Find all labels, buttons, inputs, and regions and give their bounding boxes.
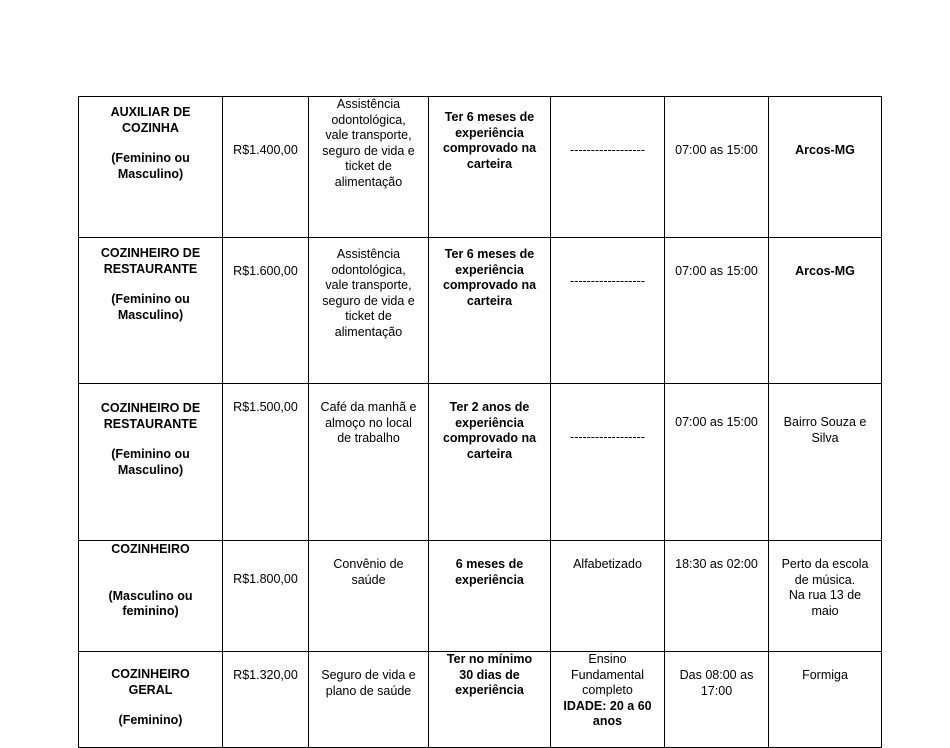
schedule-line: 07:00 as 15:00 — [675, 264, 758, 278]
job-title: RESTAURANTE — [103, 261, 198, 276]
requirement-line: Ter no mínimo — [446, 652, 533, 666]
benefit-line: vale transporte, — [325, 128, 412, 142]
location-line: Formiga — [802, 668, 848, 682]
benefit-line: ticket de — [345, 309, 392, 323]
benefits-cell — [309, 384, 429, 541]
benefit-line: almoço no local — [325, 415, 412, 430]
requirement-line: carteira — [466, 156, 513, 171]
salary-cell — [223, 384, 309, 541]
requirement-line: comprovado na — [442, 431, 537, 445]
salary-cell — [223, 97, 309, 238]
job-title: COZINHA — [122, 120, 179, 135]
salary-cell — [223, 541, 309, 652]
benefits-cell — [309, 238, 429, 384]
spacer — [83, 558, 218, 589]
schedule-line: 07:00 as 15:00 — [675, 415, 758, 429]
table-row — [79, 238, 882, 384]
job-title-cell — [79, 541, 223, 652]
location-line: Arcos-MG — [795, 143, 855, 157]
location-cell — [769, 541, 882, 652]
table-row — [79, 541, 882, 652]
table-row — [79, 384, 882, 541]
location-line: Bairro Souza e — [783, 415, 867, 429]
requirement-line: experiência — [455, 415, 524, 430]
location-cell — [769, 652, 882, 748]
education-cell — [551, 238, 665, 384]
benefits-cell — [309, 97, 429, 238]
education-line: Ensino — [588, 652, 627, 666]
age-requirement: IDADE: 20 a 60 — [563, 698, 652, 713]
location-cell — [769, 97, 882, 238]
requirement-line: carteira — [466, 446, 513, 461]
job-title: COZINHEIRO DE — [100, 246, 201, 260]
requirement-line: experiência — [455, 262, 524, 277]
gender-requirement: Masculino) — [117, 307, 184, 322]
benefit-line: Assistência — [336, 247, 401, 261]
location-line: de música. — [794, 572, 856, 587]
job-title-cell — [79, 238, 223, 384]
table-row — [79, 652, 882, 748]
requirements-cell — [429, 384, 551, 541]
requirement-line: comprovado na — [442, 278, 537, 292]
benefit-line: seguro de vida e — [322, 293, 415, 308]
schedule-line: Das 08:00 as — [679, 668, 754, 682]
location-line: Silva — [811, 430, 839, 445]
location-line: Arcos-MG — [795, 264, 855, 278]
benefit-line: odontológica, — [331, 262, 406, 277]
benefits-cell — [309, 652, 429, 748]
age-requirement: anos — [592, 714, 623, 728]
schedule-cell — [665, 652, 769, 748]
requirement-line: 6 meses de — [455, 557, 524, 571]
gender-requirement: Masculino) — [117, 462, 184, 477]
schedule-cell — [665, 238, 769, 384]
requirements-cell — [429, 652, 551, 748]
job-title: AUXILIAR DE — [110, 105, 191, 119]
job-title: COZINHEIRO — [111, 667, 190, 681]
salary-cell — [223, 238, 309, 384]
job-listings-table — [78, 96, 882, 748]
requirement-line: experiência — [455, 572, 524, 587]
benefit-line: Seguro de vida e — [321, 668, 416, 682]
benefit-line: vale transporte, — [325, 278, 412, 292]
benefit-line: alimentação — [334, 324, 403, 339]
gender-requirement: feminino) — [122, 604, 179, 618]
job-title: GERAL — [128, 682, 173, 697]
job-title-cell — [79, 384, 223, 541]
requirement-line: 30 dias de — [459, 667, 520, 682]
benefit-line: alimentação — [334, 174, 403, 189]
schedule-cell — [665, 97, 769, 238]
salary: R$1.400,00 — [233, 143, 298, 157]
education-cell — [551, 541, 665, 652]
requirement-line: experiência — [455, 683, 524, 697]
benefit-line: odontológica, — [331, 112, 406, 127]
location-cell — [769, 384, 882, 541]
benefit-line: ticket de — [345, 159, 392, 173]
education-line: Alfabetizado — [573, 557, 642, 571]
salary: R$1.600,00 — [233, 264, 298, 278]
salary: R$1.320,00 — [233, 668, 298, 682]
benefit-line: Café da manhã e — [320, 400, 417, 414]
education-cell — [551, 384, 665, 541]
education-line: ------------------ — [570, 274, 645, 288]
gender-requirement: (Feminino ou — [111, 447, 190, 461]
gender-requirement: (Feminino) — [118, 713, 183, 727]
job-title-cell — [79, 652, 223, 748]
requirement-line: comprovado na — [442, 141, 537, 155]
spacer — [83, 698, 218, 713]
job-title: COZINHEIRO — [111, 542, 190, 556]
requirement-line: carteira — [466, 293, 513, 308]
spacer — [83, 432, 218, 447]
job-title: COZINHEIRO DE — [100, 401, 201, 415]
location-line: Na rua 13 de — [788, 588, 862, 602]
benefit-line: saúde — [351, 572, 386, 587]
requirements-cell — [429, 541, 551, 652]
education-line: ------------------ — [570, 143, 645, 157]
benefit-line: Assistência — [336, 97, 401, 111]
education-line: ------------------ — [570, 430, 645, 444]
requirements-cell — [429, 97, 551, 238]
requirements-cell — [429, 238, 551, 384]
salary: R$1.500,00 — [233, 400, 298, 414]
benefit-line: Convênio de — [333, 557, 404, 571]
schedule-cell — [665, 541, 769, 652]
salary-cell — [223, 652, 309, 748]
benefit-line: plano de saúde — [325, 683, 412, 698]
job-title: RESTAURANTE — [103, 416, 198, 431]
schedule-line: 17:00 — [700, 683, 733, 698]
spacer — [83, 136, 218, 151]
gender-requirement: (Masculino ou — [108, 588, 193, 603]
gender-requirement: Masculino) — [117, 166, 184, 181]
requirement-line: Ter 2 anos de — [449, 400, 530, 414]
benefits-cell — [309, 541, 429, 652]
job-title-cell — [79, 97, 223, 238]
gender-requirement: (Feminino ou — [111, 292, 190, 306]
location-line: Perto da escola — [781, 557, 869, 571]
gender-requirement: (Feminino ou — [111, 151, 190, 165]
schedule-line: 07:00 as 15:00 — [675, 143, 758, 157]
requirement-line: experiência — [455, 125, 524, 140]
requirement-line: Ter 6 meses de — [444, 247, 535, 261]
schedule-cell — [665, 384, 769, 541]
benefit-line: seguro de vida e — [322, 143, 415, 158]
education-cell — [551, 97, 665, 238]
education-cell — [551, 652, 665, 748]
education-line: Fundamental — [571, 667, 644, 682]
education-line: completo — [582, 683, 633, 697]
requirement-line: Ter 6 meses de — [444, 110, 535, 124]
schedule-line: 18:30 as 02:00 — [675, 557, 758, 571]
location-cell — [769, 238, 882, 384]
spacer — [83, 277, 218, 292]
salary: R$1.800,00 — [233, 572, 298, 586]
benefit-line: de trabalho — [337, 431, 400, 445]
table-row — [79, 97, 882, 238]
location-line: maio — [811, 603, 839, 618]
